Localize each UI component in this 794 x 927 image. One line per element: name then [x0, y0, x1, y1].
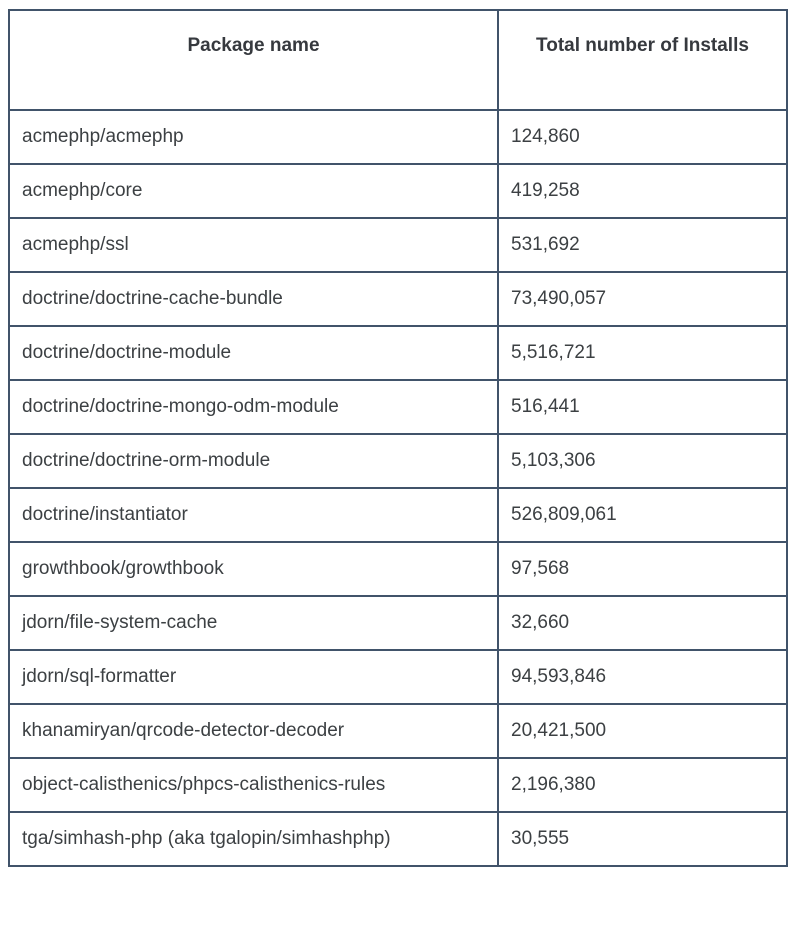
table-row [9, 218, 787, 272]
table-body [9, 110, 787, 866]
table-header [9, 10, 787, 110]
table-row [9, 758, 787, 812]
package-name-cell: jdorn/sql-formatter [9, 650, 498, 704]
package-name-cell: jdorn/file-system-cache [9, 596, 498, 650]
table-row [9, 650, 787, 704]
header-package-name: Package name [9, 10, 498, 110]
package-name-cell: doctrine/doctrine-mongo-odm-module [9, 380, 498, 434]
installs-cell: 30,555 [498, 812, 787, 866]
package-name-cell: doctrine/doctrine-orm-module [9, 434, 498, 488]
table-row [9, 326, 787, 380]
package-name-cell: doctrine/instantiator [9, 488, 498, 542]
table-row [9, 380, 787, 434]
installs-cell: 419,258 [498, 164, 787, 218]
installs-cell: 531,692 [498, 218, 787, 272]
package-name-cell: doctrine/doctrine-cache-bundle [9, 272, 498, 326]
table-row [9, 812, 787, 866]
table-row [9, 434, 787, 488]
package-name-cell: acmephp/acmephp [9, 110, 498, 164]
package-name-cell: growthbook/growthbook [9, 542, 498, 596]
header-row [9, 10, 787, 110]
package-name-cell: object-calisthenics/phpcs-calisthenics-rules [9, 758, 498, 812]
installs-cell: 2,196,380 [498, 758, 787, 812]
table-row [9, 488, 787, 542]
installs-cell: 516,441 [498, 380, 787, 434]
package-name-cell: doctrine/doctrine-module [9, 326, 498, 380]
header-total-installs: Total number of Installs [498, 10, 787, 110]
installs-cell: 97,568 [498, 542, 787, 596]
table-row [9, 272, 787, 326]
package-name-cell: tga/simhash-php (aka tgalopin/simhashphp) [9, 812, 498, 866]
packages-table [8, 9, 788, 867]
package-name-cell: acmephp/core [9, 164, 498, 218]
package-name-cell: acmephp/ssl [9, 218, 498, 272]
installs-cell: 5,516,721 [498, 326, 787, 380]
installs-cell: 20,421,500 [498, 704, 787, 758]
table-row [9, 164, 787, 218]
installs-cell: 526,809,061 [498, 488, 787, 542]
installs-cell: 124,860 [498, 110, 787, 164]
package-name-cell: khanamiryan/qrcode-detector-decoder [9, 704, 498, 758]
table-row [9, 704, 787, 758]
table-row [9, 542, 787, 596]
installs-cell: 32,660 [498, 596, 787, 650]
table-row [9, 110, 787, 164]
table-row [9, 596, 787, 650]
installs-cell: 73,490,057 [498, 272, 787, 326]
installs-cell: 94,593,846 [498, 650, 787, 704]
installs-cell: 5,103,306 [498, 434, 787, 488]
